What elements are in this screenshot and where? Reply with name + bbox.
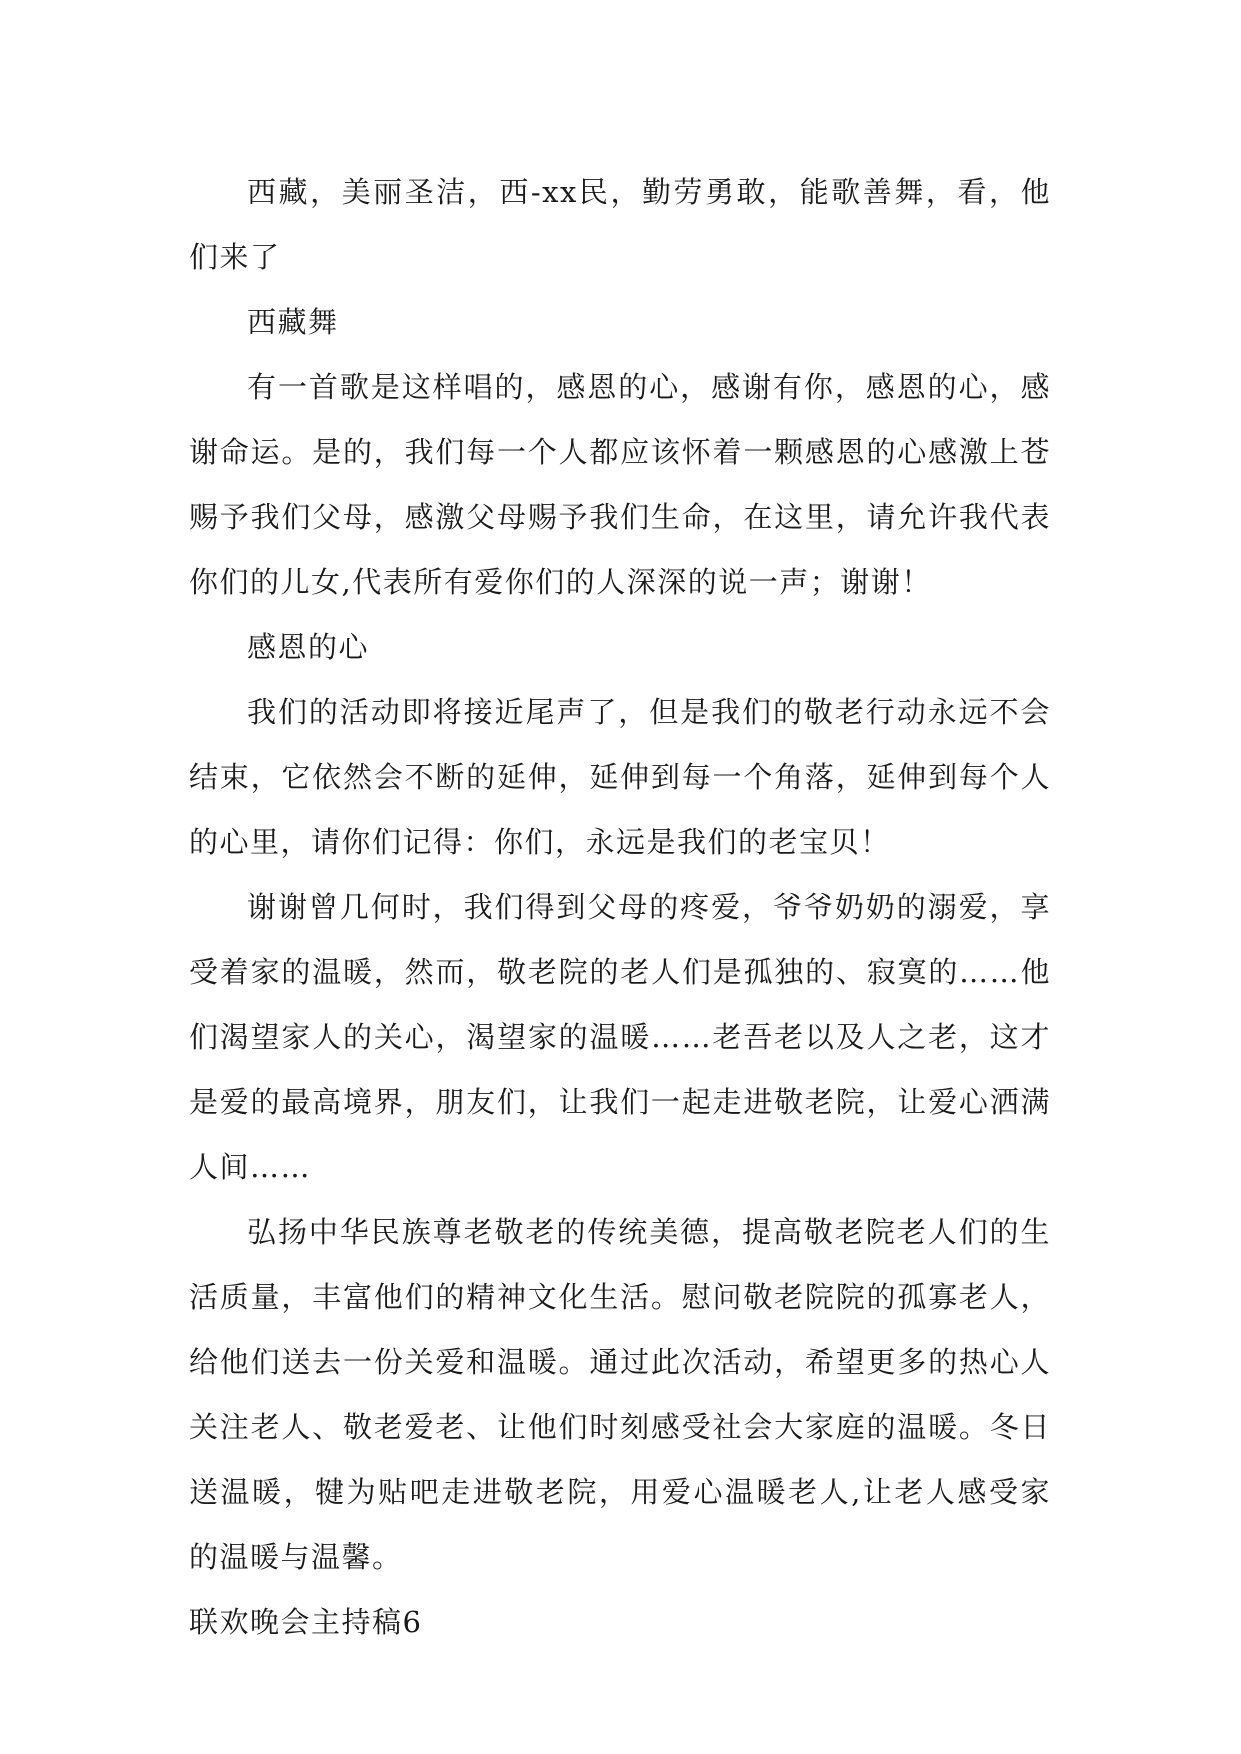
document-body — [189, 160, 1051, 1655]
paragraph-intro-tibet: 西藏，美丽圣洁，西-xx民，勤劳勇敢，能歌善舞，看，他们来了 — [189, 175, 1051, 274]
program-item-grateful-heart: 感恩的心 — [247, 630, 370, 664]
paragraph-grateful-song: 有一首歌是这样唱的，感恩的心，感谢有你，感恩的心，感谢命运。是的，我们每一个人都应该怀着一颗感恩的心感激上苍赐予我们父母，感激父母赐予我们生命，在这里，请允许我代表你们的儿女,代表所有爱你们的人深深的说一声；谢谢！ — [189, 370, 1051, 599]
paragraph-purpose: 弘扬中华民族尊老敬老的传统美德，提高敬老院老人们的生活质量，丰富他们的精神文化生活。慰问敬老院院的孤寡老人，给他们送去一份关爱和温暖。通过此次活动，希望更多的热心人关注老人、敬老爱老、让他们时刻感受社会大家庭的温暖。冬日送温暖，犍为贴吧走进敬老院，用爱心温暖老人,让老人感受家的温暖与温馨。 — [189, 1215, 1051, 1574]
section-title: 联欢晚会主持稿6 — [189, 1605, 423, 1639]
program-item-tibetan-dance: 西藏舞 — [247, 305, 339, 339]
paragraph-activity-ending: 我们的活动即将接近尾声了，但是我们的敬老行动永远不会结束，它依然会不断的延伸，延伸到每一个角落，延伸到每个人的心里，请你们记得：你们，永远是我们的老宝贝！ — [189, 695, 1051, 859]
paragraph-thanks: 谢谢曾几何时，我们得到父母的疼爱，爷爷奶奶的溺爱，享受着家的温暖，然而，敬老院的老人们是孤独的、寂寞的……他们渴望家人的关心，渴望家的温暖……老吾老以及人之老，这才是爱的最高境界，朋友们，让我们一起走进敬老院，让爱心洒满人间…… — [189, 890, 1051, 1184]
